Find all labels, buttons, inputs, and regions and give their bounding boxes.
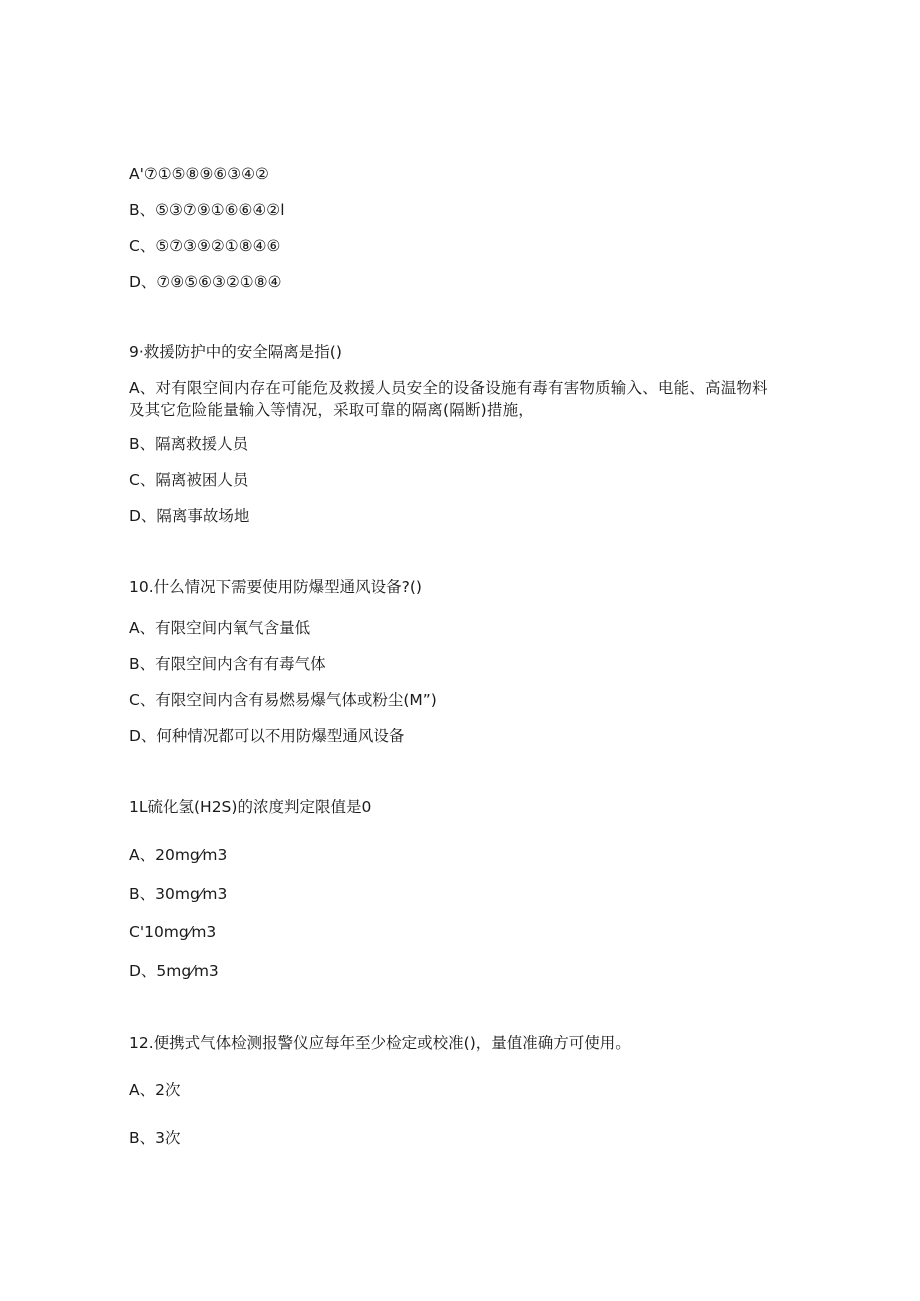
option-c: C、隔离被困人员: [129, 471, 249, 489]
option-c: C、⑤⑦③⑨②①⑧④⑥: [129, 237, 281, 255]
option-a: A、20mg⁄m3: [129, 846, 228, 864]
question-9: 9·救援防护中的安全隔离是指(): [129, 343, 342, 361]
question-11: 1L硫化氢(H2S)的浓度判定限值是0: [129, 798, 372, 816]
option-a: A'⑦①⑤⑧⑨⑥③④②: [129, 165, 269, 183]
option-b: B、⑤③⑦⑨①⑥⑥④②l: [129, 201, 285, 219]
option-b: B、有限空间内含有有毒气体: [129, 655, 326, 673]
option-c: C、有限空间内含有易燃易爆气体或粉尘(M”): [129, 691, 437, 709]
option-a: A、有限空间内氧气含量低: [129, 619, 311, 637]
option-d: D、⑦⑨⑤⑥③②①⑧④: [129, 273, 282, 291]
option-b: B、隔离救援人员: [129, 435, 249, 453]
option-d: D、何种情况都可以不用防爆型通风设备: [129, 727, 405, 745]
option-c: C'10mg⁄m3: [129, 923, 217, 941]
option-b: B、3次: [129, 1129, 181, 1147]
option-a: A、2次: [129, 1081, 181, 1099]
question-12: 12.便携式气体检测报警仪应每年至少检定或校准()，量值准确方可使用。: [129, 1034, 631, 1052]
option-a: A、对有限空间内存在可能危及救援人员安全的设备设施有毒有害物质输入、电能、高温物料及其它危险能量输入等情况，采取可靠的隔离(隔断)措施，: [129, 379, 768, 419]
option-d: D、隔离事故场地: [129, 507, 250, 525]
question-10: 10.什么情况下需要使用防爆型通风设备?(): [129, 578, 422, 596]
option-b: B、30mg⁄m3: [129, 885, 228, 903]
option-d: D、5mg⁄m3: [129, 962, 219, 980]
